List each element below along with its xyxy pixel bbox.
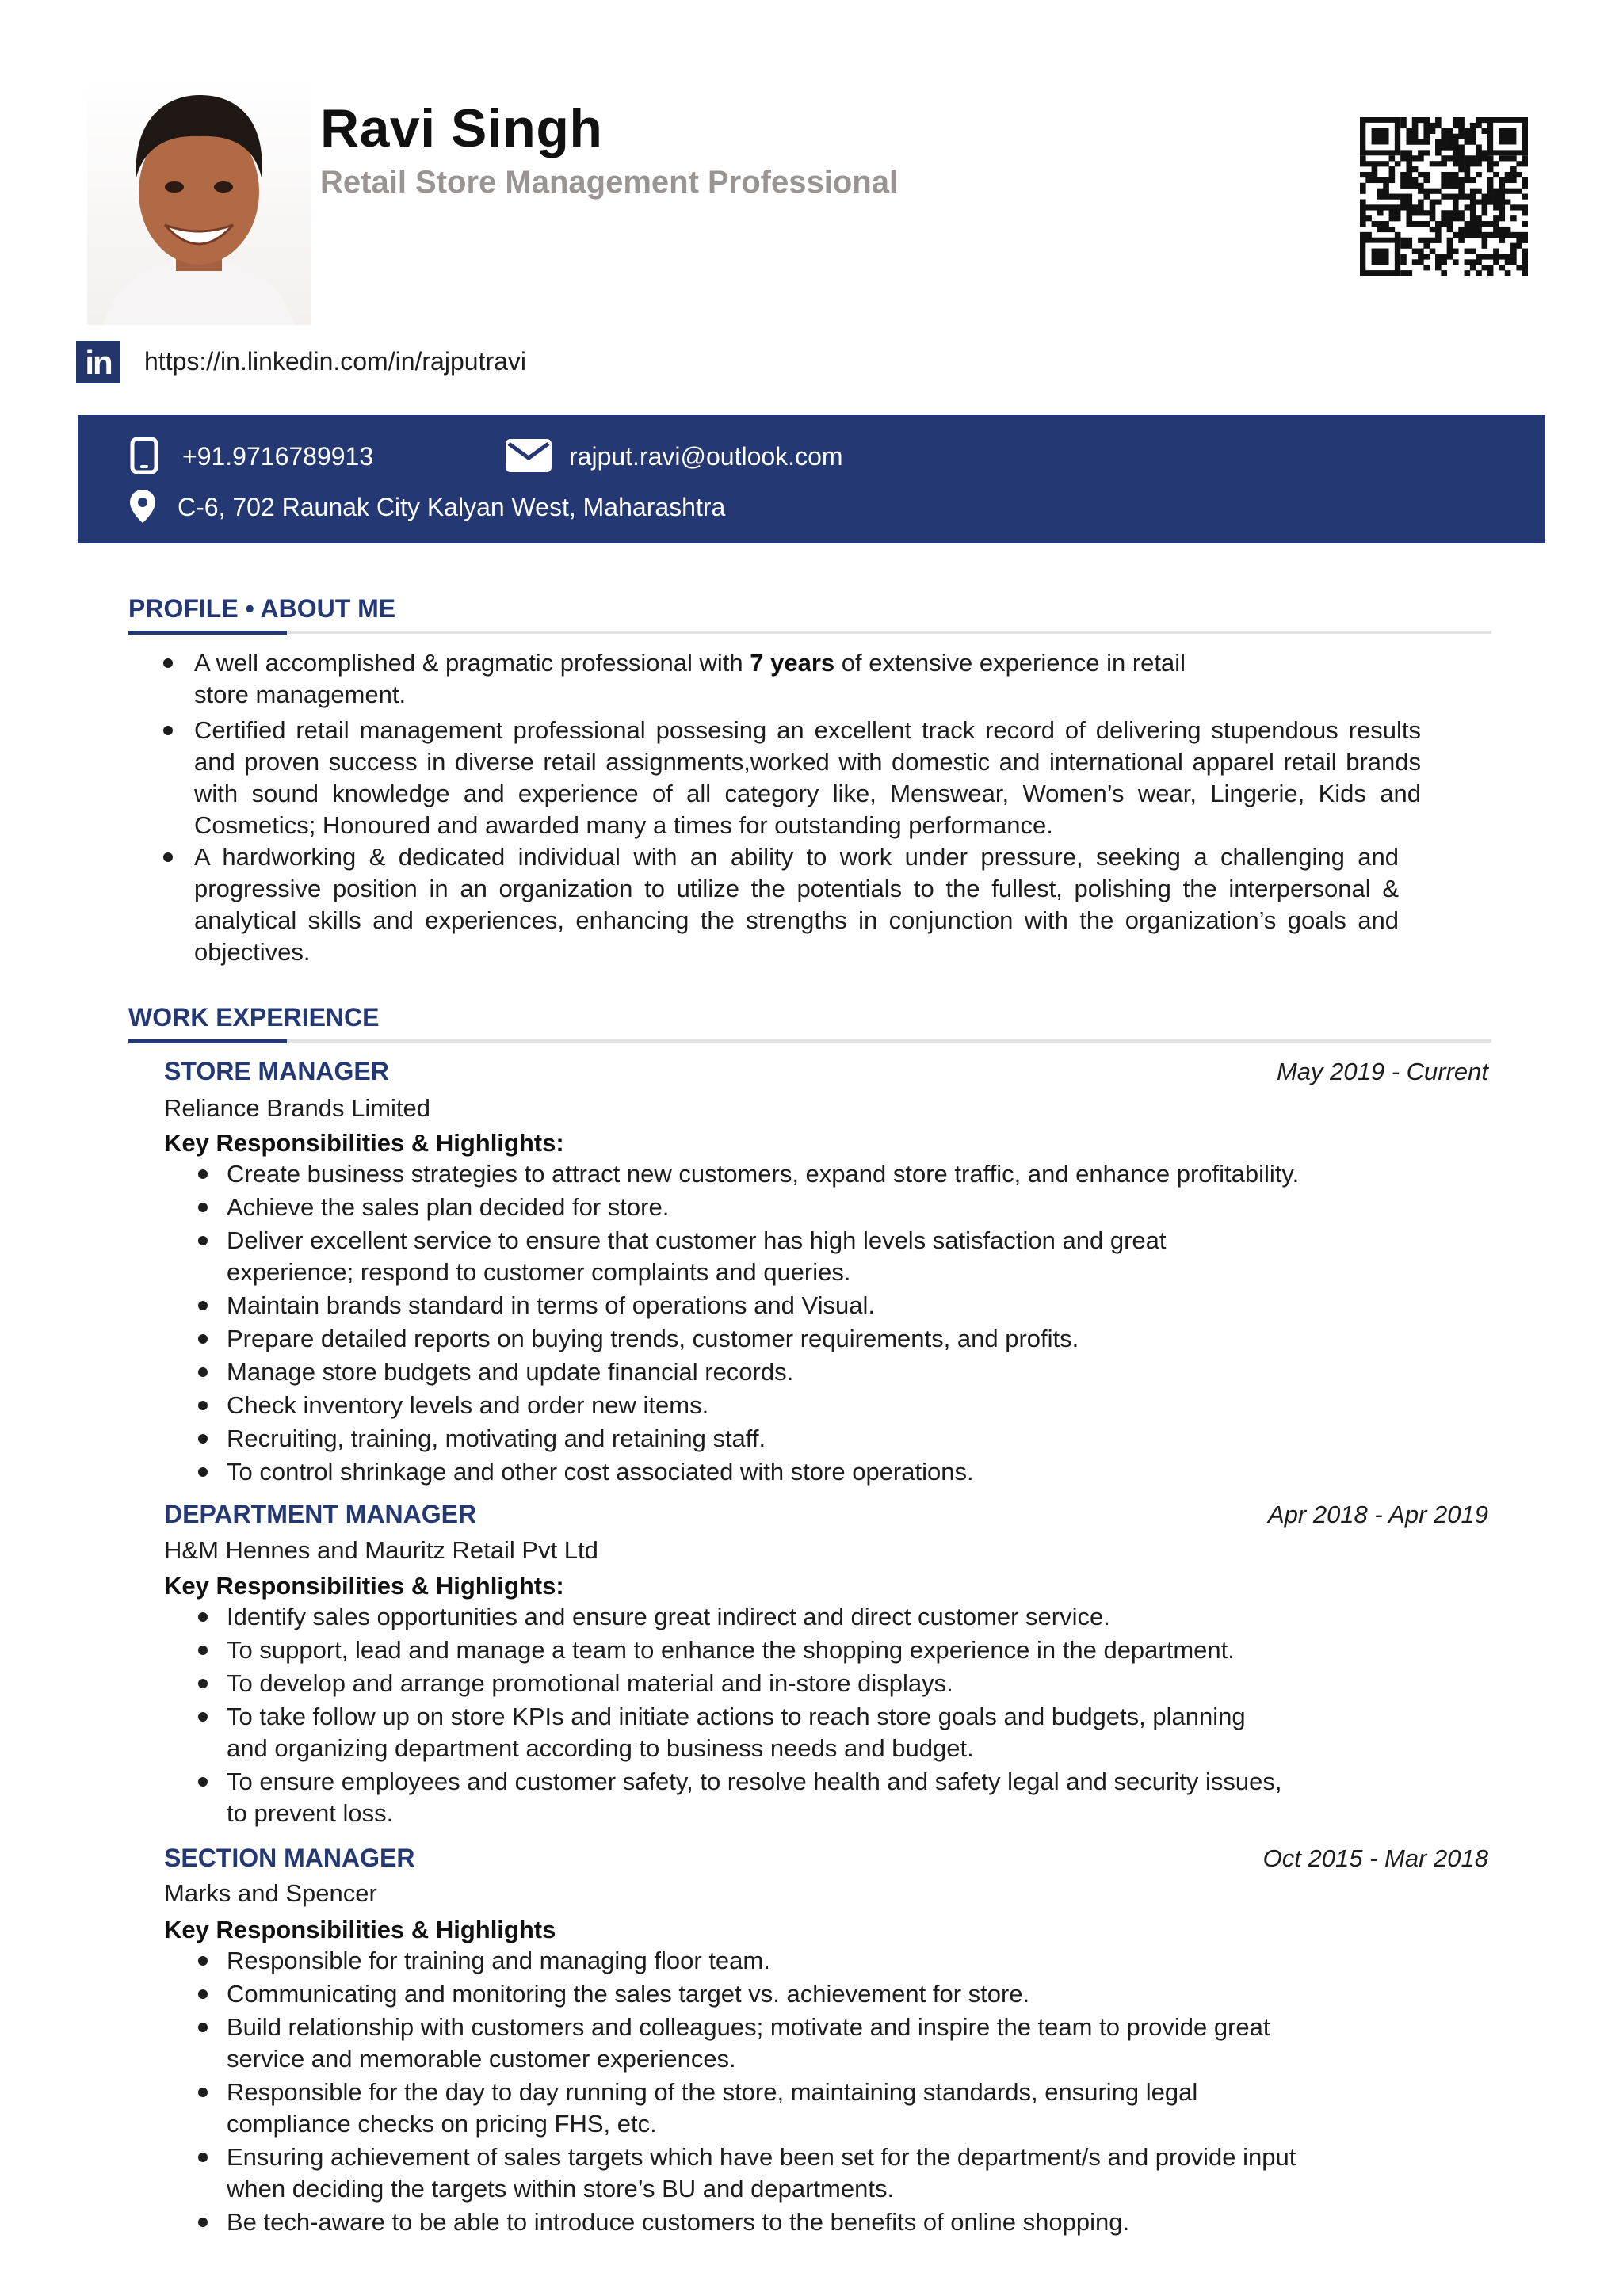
list-item: experience; respond to customer complaints and queries. [227,1258,851,1286]
profile-photo [87,76,311,325]
list-bullet [198,1301,208,1310]
list-item: and organizing department according to business needs and budget. [227,1734,974,1762]
profile-heading: PROFILE • ABOUT ME [128,594,396,623]
list-bullet [198,2023,208,2032]
job-date: Oct 2015 - Mar 2018 [1262,1844,1488,1872]
email-address[interactable]: rajput.ravi@outlook.com [569,442,843,471]
profile-item-1: A well accomplished & pragmatic professional with 7 years of extensive experience in retail store management. [194,649,1186,708]
list-item: Responsible for training and managing floor team. [227,1947,770,1974]
list-bullet [198,1646,208,1655]
profile-bullet-3 [163,852,173,862]
list-item: Identify sales opportunities and ensure great indirect and direct customer service. [227,1603,1110,1630]
phone-number[interactable]: +91.9716789913 [182,442,374,471]
job-title: DEPARTMENT MANAGER [164,1500,477,1528]
list-item: Be tech-aware to be able to introduce customers to the benefits of online shopping. [227,2208,1130,2236]
key-responsibilities-label: Key Responsibilities & Highlights: [164,1129,564,1157]
linkedin-icon[interactable]: in [76,341,120,383]
list-bullet [198,1956,208,1966]
job-title: STORE MANAGER [164,1057,389,1085]
list-item: Maintain brands standard in terms of operations and Visual. [227,1291,875,1319]
list-bullet [198,1367,208,1377]
profile-item-3: A hardworking & dedicated individual with an ability to work under pressure, seeking a challenging and progressive position in an organization to utilize the potentials to the fullest, polishing the interpersonal & analytical skills and experiences, enhancing the strengths in conjunction with the organization’s goals and objectives. [194,843,1399,966]
phone-icon [130,437,158,474]
list-item: Prepare detailed reports on buying trends, customer requirements, and profits. [227,1325,1079,1352]
work-divider [128,1039,1491,1043]
list-item: To support, lead and manage a team to enhance the shopping experience in the department. [227,1636,1235,1664]
list-bullet [198,1467,208,1477]
candidate-title: Retail Store Management Professional [320,165,899,200]
list-item: Deliver excellent service to ensure that customer has high levels satisfaction and great [227,1226,1167,1254]
list-bullet [198,2218,208,2227]
linkedin-link[interactable]: https://in.linkedin.com/in/rajputravi [144,347,526,376]
list-item: To control shrinkage and other cost associated with store operations. [227,1458,974,1486]
address: C-6, 702 Raunak City Kalyan West, Maharashtra [178,493,726,521]
profile-item-2: Certified retail management professional possesing an excellent track record of delivering stupendous results and proven success in diverse retail assignments,worked with domestic and international apparel retail brands with sound knowledge and experience of all category like, Menswear, Women’s wear, Lingerie, Kids and Cosmetics; Honoured and awarded many a times for outstanding performance. [194,716,1421,839]
profile-divider [128,631,1491,634]
list-item: To develop and arrange promotional material and in-store displays. [227,1669,953,1697]
list-bullet [198,1989,208,1999]
list-item: Responsible for the day to day running of the store, maintaining standards, ensuring legal [227,2078,1198,2106]
qr-code[interactable] [1360,117,1528,276]
key-responsibilities-label: Key Responsibilities & Highlights [164,1916,556,1943]
candidate-name: Ravi Singh [320,98,603,158]
job-date: May 2019 - Current [1276,1058,1488,1085]
email-icon [506,439,552,472]
profile-bullet-2 [163,726,173,735]
list-item: To take follow up on store KPIs and initiate actions to reach store goals and budgets, planning [227,1703,1246,1730]
profile-bullet-1 [163,658,173,668]
location-pin-icon [128,488,157,524]
list-item: Build relationship with customers and colleagues; motivate and inspire the team to provide great [227,2013,1270,2041]
list-item: To ensure employees and customer safety, to resolve health and safety legal and security issues, [227,1768,1282,1795]
company-name: Reliance Brands Limited [164,1094,431,1122]
company-name: H&M Hennes and Mauritz Retail Pvt Ltd [164,1536,598,1564]
list-item: Recruiting, training, motivating and retaining staff. [227,1425,766,1452]
list-bullet [198,1712,208,1722]
list-bullet [198,1401,208,1410]
list-bullet [198,1236,208,1245]
list-item: Communicating and monitoring the sales target vs. achievement for store. [227,1980,1030,2008]
list-bullet [198,1777,208,1787]
list-bullet [198,1169,208,1179]
list-item: to prevent loss. [227,1799,394,1827]
list-item: service and memorable customer experiences. [227,2045,736,2073]
job-title: SECTION MANAGER [164,1844,415,1872]
key-responsibilities-label: Key Responsibilities & Highlights: [164,1572,564,1600]
list-item: Manage store budgets and update financial records. [227,1358,794,1386]
list-bullet [198,2088,208,2097]
job-date: Apr 2018 - Apr 2019 [1267,1501,1488,1528]
contact-bar [78,415,1545,543]
list-bullet [198,1612,208,1622]
list-item: Achieve the sales plan decided for store. [227,1193,670,1221]
list-item: Ensuring achievement of sales targets which have been set for the department/s and provide input [227,2143,1296,2171]
company-name: Marks and Spencer [164,1879,377,1907]
list-bullet [198,1434,208,1444]
list-item: when deciding the targets within store’s BU and departments. [227,2175,895,2203]
list-bullet [198,1203,208,1212]
list-item: Create business strategies to attract new customers, expand store traffic, and enhance profitability. [227,1160,1300,1188]
list-bullet [198,2153,208,2162]
list-item: Check inventory levels and order new items. [227,1391,709,1419]
list-item: compliance checks on pricing FHS, etc. [227,2110,657,2138]
list-bullet [198,1679,208,1688]
work-heading: WORK EXPERIENCE [128,1003,380,1032]
list-bullet [198,1334,208,1344]
